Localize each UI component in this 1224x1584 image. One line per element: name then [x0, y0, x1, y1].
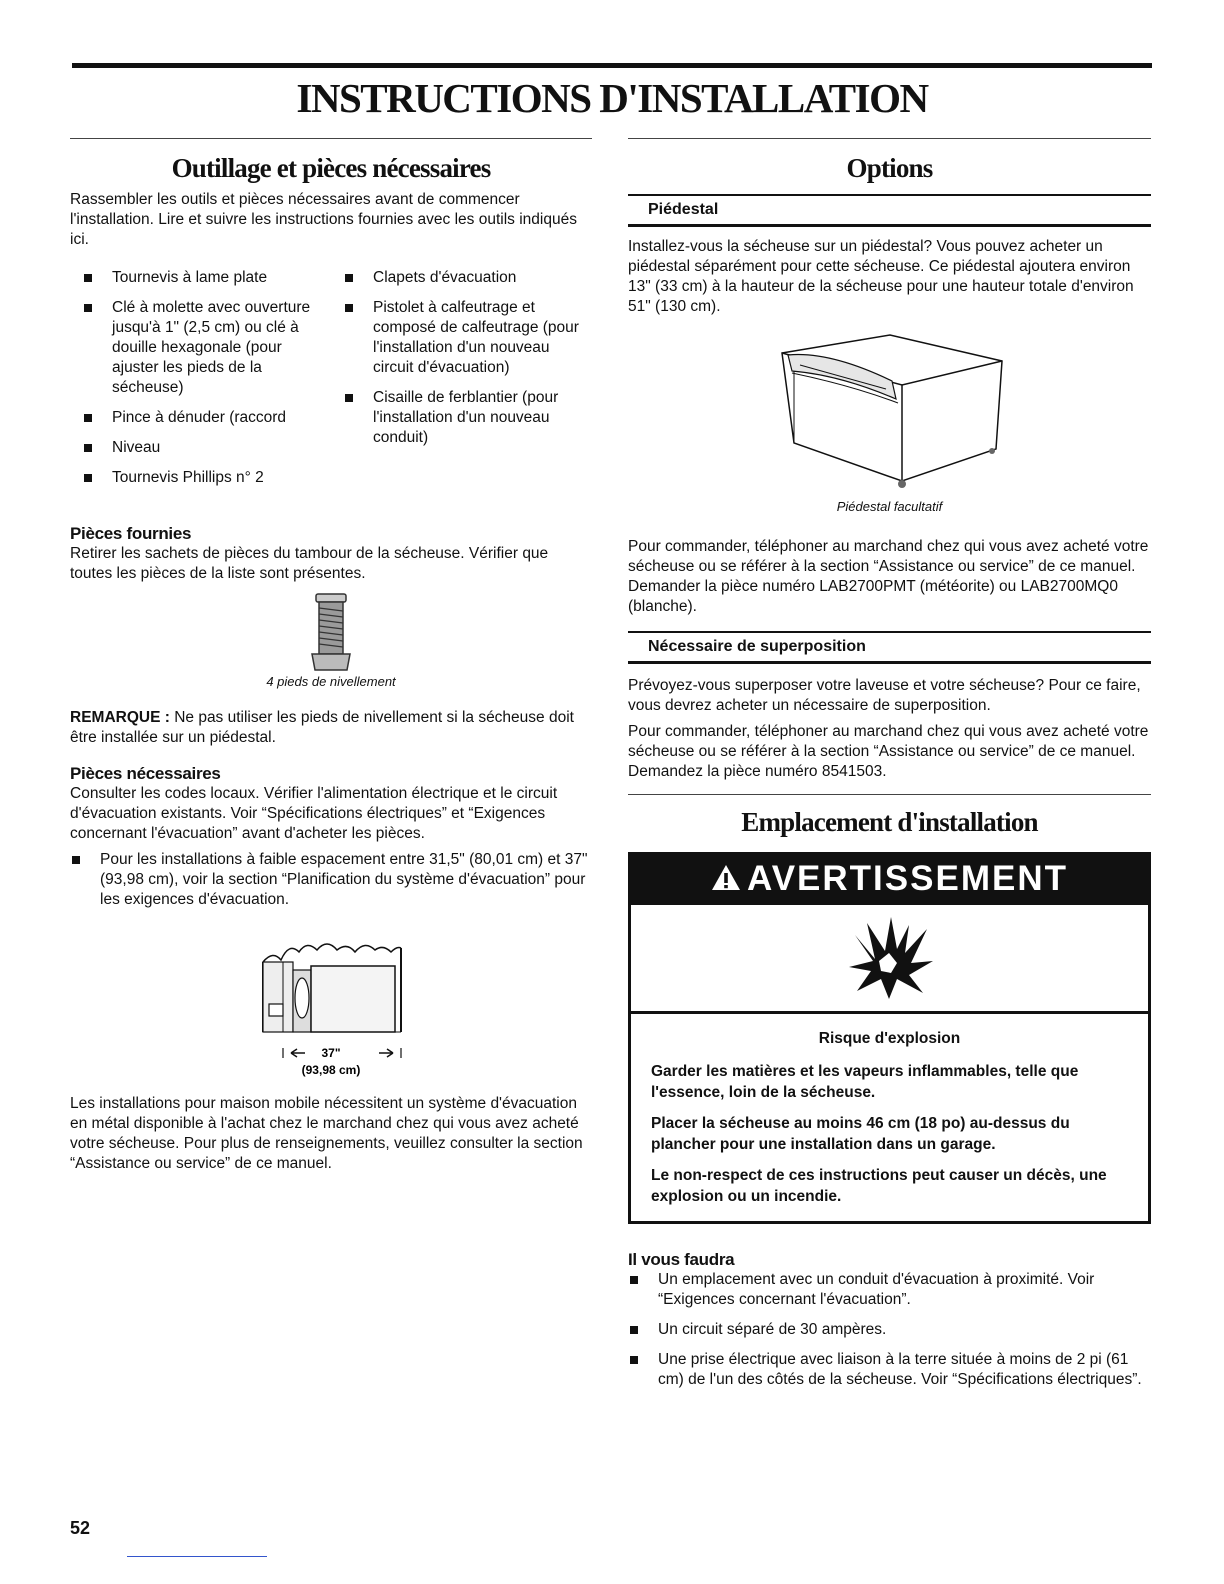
stacking-kit-heading: Nécessaire de superposition — [628, 631, 1151, 664]
alcove-figure — [70, 920, 592, 1088]
pedestal-order-text: Pour commander, téléphoner au marchand chez qui vous avez acheté votre sécheuse ou se référer à la section “Assistance ou service” de ce manuel. Demander la pièce numéro LAB2700PMT (météorite) ou LAB2700MQ0 (blanche). — [628, 538, 1149, 615]
alcove-dimension: 37" — [321, 1046, 341, 1060]
page-number: 52 — [70, 1518, 91, 1538]
stacking-kit-text: Prévoyez-vous superposer votre laveuse et votre sécheuse? Pour ce faire, vous devrez acheter un nécessaire de superposition. — [628, 677, 1141, 714]
needed-parts-list — [70, 850, 592, 910]
stacking-kit-order-text: Pour commander, téléphoner au marchand chez qui vous avez acheté votre sécheuse ou se référer à la section “Assistance ou service” de ce manuel. Demandez la pièce numéro 8541503. — [628, 723, 1149, 780]
supplied-parts-text: Retirer les sachets de pièces du tambour de la sécheuse. Vérifier que toutes les pièces de la liste sont présentes. — [70, 545, 549, 582]
pedestal-caption: Piédestal facultatif — [836, 499, 943, 514]
warning-icon-area — [631, 905, 1148, 1014]
list-item: Clé à molette avec ouverture jusqu'à 1" (2,5 cm) ou clé à douille hexagonale (pour ajuster les pieds de la sécheuse) — [70, 298, 331, 398]
explosion-icon — [845, 915, 935, 1001]
leveling-foot-figure — [70, 592, 592, 674]
warning-title: AVERTISSEMENT — [747, 859, 1068, 898]
list-item: Clapets d'évacuation — [331, 268, 592, 288]
warning-body — [631, 1014, 1148, 1221]
tools-section-title: Outillage et pièces nécessaires — [171, 153, 491, 183]
location-title: Emplacement d'installation — [741, 807, 1038, 837]
footer-link-line — [127, 1556, 267, 1557]
note-label: REMARQUE : — [70, 709, 170, 726]
pedestal-heading: Piédestal — [628, 194, 1151, 227]
note-text: Ne pas utiliser les pieds de nivellement si la sécheuse doit être installée sur un piédestal. — [70, 709, 574, 746]
pedestal-text: Installez-vous la sécheuse sur un piédestal? Vous pouvez acheter un piédestal séparément pour cette sécheuse. Ce piédestal ajoutera environ 13" (33 cm) à la hauteur de la sécheuse pour une hauteur totale d'environ 51" (130 cm). — [628, 238, 1134, 315]
mobile-home-text: Les installations pour maison mobile nécessitent un système d'évacuation en métal disponible à l'achat chez le marchand chez qui vous avez acheté votre sécheuse. Pour plus de renseignements, veuillez consulter la section “Assistance ou service” de ce manuel. — [70, 1095, 583, 1172]
leveling-foot-icon — [306, 592, 356, 674]
warning-line: Placer la sécheuse au moins 46 cm (18 po) au-dessus du plancher pour une installation dans un garage. — [651, 1115, 1070, 1153]
right-top-rule — [628, 138, 1151, 139]
needed-parts-text: Consulter les codes locaux. Vérifier l'alimentation électrique et le circuit d'évacuation existants. Voir “Spécifications électriques” et “Exigences concernant l'évacuation” avant d'acheter les pièces. — [70, 785, 558, 842]
list-item: Un emplacement avec un conduit d'évacuation à proximité. Voir “Exigences concernant l'évacuation”. — [628, 1270, 1151, 1310]
tools-list-1 — [70, 268, 331, 498]
pedestal-icon — [770, 331, 1010, 499]
pedestal-figure — [628, 331, 1151, 499]
right-column — [628, 138, 1151, 1390]
alcove-dimension-metric: (93,98 cm) — [301, 1063, 361, 1077]
warning-risk: Risque d'explosion — [818, 1030, 961, 1047]
options-title: Options — [846, 153, 933, 183]
list-item: Tournevis Phillips n° 2 — [70, 468, 331, 488]
location-rule — [628, 794, 1151, 795]
list-item: Cisaille de ferblantier (pour l'installation d'un nouveau conduit) — [331, 388, 592, 448]
list-item: Un circuit séparé de 30 ampères. — [628, 1320, 1151, 1340]
warning-line: Garder les matières et les vapeurs inflammables, telle que l'essence, loin de la sécheuse. — [651, 1063, 1079, 1101]
requirements-list — [628, 1270, 1151, 1390]
top-rule — [72, 63, 1152, 68]
page-title: INSTRUCTIONS D'INSTALLATION — [296, 75, 928, 121]
needed-parts-heading: Pièces nécessaires — [70, 764, 221, 783]
tools-intro: Rassembler les outils et pièces nécessaires avant de commencer l'installation. Lire et suivre les instructions fournies avec les outils indiqués ici. — [70, 191, 577, 248]
feet-caption: 4 pieds de nivellement — [266, 674, 396, 689]
supplied-parts-heading: Pièces fournies — [70, 524, 192, 543]
list-item: Tournevis à lame plate — [70, 268, 331, 288]
dryer-alcove-icon — [241, 920, 421, 1088]
list-item: Pour les installations à faible espacement entre 31,5" (80,01 cm) et 37" (93,98 cm), voir la section “Planification du système d'évacuation” pour les exigences d'évacuation. — [70, 850, 592, 910]
warning-box — [628, 852, 1151, 1224]
warning-header — [631, 855, 1148, 905]
list-item: Pistolet à calfeutrage et composé de calfeutrage (pour l'installation d'un nouveau circuit d'évacuation) — [331, 298, 592, 378]
list-item: Une prise électrique avec liaison à la terre située à moins de 2 pi (61 cm) de l'un des côtés de la sécheuse. Voir “Spécifications électriques”. — [628, 1350, 1151, 1390]
warning-line: Le non-respect de ces instructions peut causer un décès, une explosion ou un incendie. — [651, 1167, 1107, 1205]
warning-triangle-icon — [711, 864, 741, 891]
note-paragraph — [70, 708, 592, 748]
requirements-heading: Il vous faudra — [628, 1250, 735, 1269]
tools-lists — [70, 268, 592, 498]
left-column — [70, 138, 592, 1174]
left-top-rule — [70, 138, 592, 139]
list-item: Niveau — [70, 438, 331, 458]
tools-list-2 — [331, 268, 592, 498]
list-item: Pince à dénuder (raccord — [70, 408, 331, 428]
